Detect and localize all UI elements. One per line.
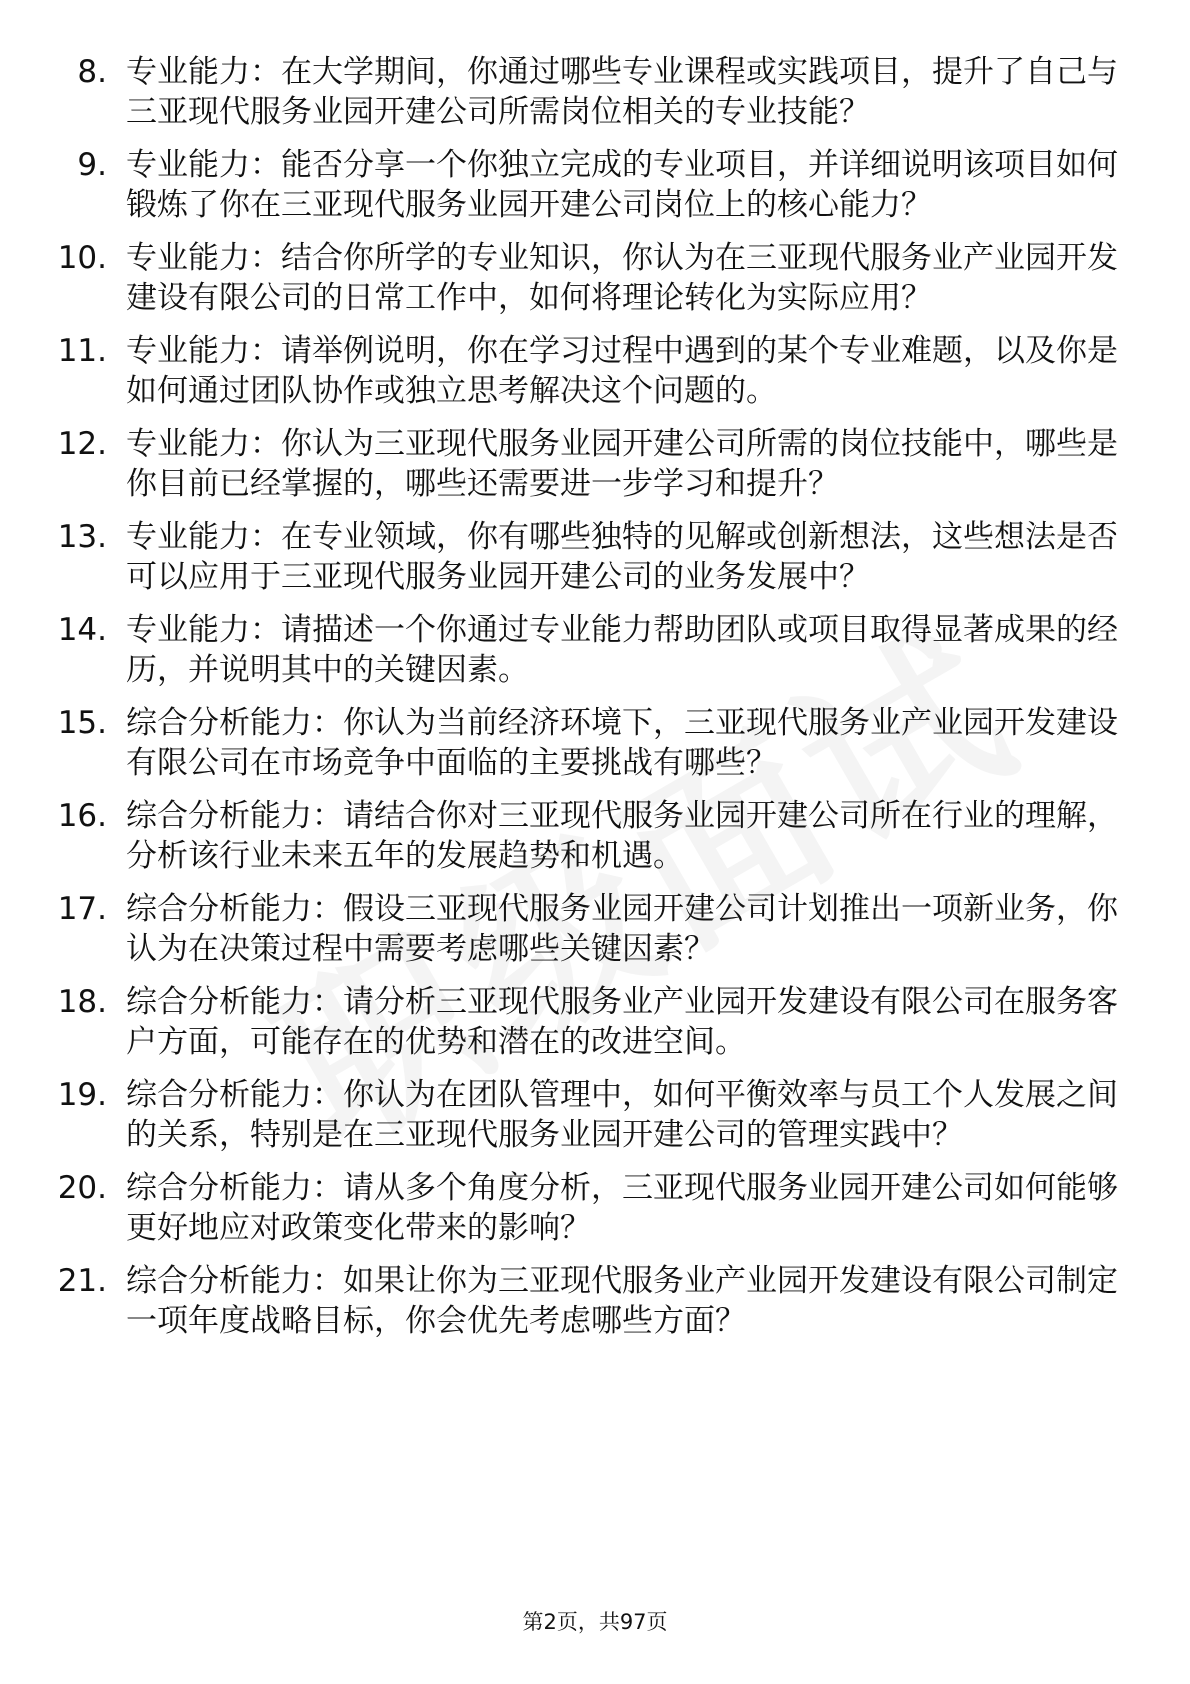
question-number: 8. [77, 54, 107, 90]
question-item-12 [0, 424, 1190, 504]
question-text: 专业能力：请描述一个你通过专业能力帮助团队或项目取得显著成果的经历，并说明其中的关键因素。 [126, 612, 1118, 688]
question-number: 17. [57, 891, 107, 927]
question-number: 13. [57, 519, 107, 555]
question-item-10 [0, 238, 1190, 318]
question-item-20 [0, 1168, 1190, 1248]
question-item-8 [0, 52, 1190, 132]
question-text: 综合分析能力：如果让你为三亚现代服务业产业园开发建设有限公司制定一项年度战略目标，你会优先考虑哪些方面？ [126, 1263, 1118, 1339]
question-item-16 [0, 796, 1190, 876]
question-text: 综合分析能力：请分析三亚现代服务业产业园开发建设有限公司在服务客户方面，可能存在的优势和潜在的改进空间。 [126, 984, 1118, 1060]
question-item-13 [0, 517, 1190, 597]
question-text: 综合分析能力：假设三亚现代服务业园开建公司计划推出一项新业务，你认为在决策过程中需要考虑哪些关键因素？ [126, 891, 1118, 967]
page-number: 第2页，共97页 [522, 1610, 668, 1634]
question-number: 20. [57, 1170, 107, 1206]
question-number: 19. [57, 1077, 107, 1113]
question-text: 综合分析能力：请从多个角度分析，三亚现代服务业园开建公司如何能够更好地应对政策变化带来的影响？ [126, 1170, 1118, 1246]
question-number: 11. [57, 333, 107, 369]
question-item-18 [0, 982, 1190, 1062]
question-number: 14. [57, 612, 107, 648]
question-number: 10. [57, 240, 107, 276]
question-text: 专业能力：在大学期间，你通过哪些专业课程或实践项目，提升了自己与三亚现代服务业园开建公司所需岗位相关的专业技能？ [126, 54, 1118, 130]
question-item-11 [0, 331, 1190, 411]
question-number: 15. [57, 705, 107, 741]
question-item-21 [0, 1261, 1190, 1341]
question-number: 9. [77, 147, 107, 183]
question-text: 专业能力：请举例说明，你在学习过程中遇到的某个专业难题，以及你是如何通过团队协作或独立思考解决这个问题的。 [126, 333, 1118, 409]
question-number: 12. [57, 426, 107, 462]
question-text: 综合分析能力：你认为在团队管理中，如何平衡效率与员工个人发展之间的关系，特别是在三亚现代服务业园开建公司的管理实践中？ [126, 1077, 1118, 1153]
question-text: 专业能力：结合你所学的专业知识，你认为在三亚现代服务业产业园开发建设有限公司的日常工作中，如何将理论转化为实际应用？ [126, 240, 1118, 316]
question-item-19 [0, 1075, 1190, 1155]
question-text: 专业能力：能否分享一个你独立完成的专业项目，并详细说明该项目如何锻炼了你在三亚现代服务业园开建公司岗位上的核心能力？ [126, 147, 1118, 223]
question-number: 21. [57, 1263, 107, 1299]
question-item-15 [0, 703, 1190, 783]
question-item-9 [0, 145, 1190, 225]
question-list [0, 52, 1190, 1354]
question-text: 专业能力：你认为三亚现代服务业园开建公司所需的岗位技能中，哪些是你目前已经掌握的，哪些还需要进一步学习和提升？ [126, 426, 1118, 502]
question-item-17 [0, 889, 1190, 969]
question-text: 专业能力：在专业领域，你有哪些独特的见解或创新想法，这些想法是否可以应用于三亚现代服务业园开建公司的业务发展中？ [126, 519, 1118, 595]
page-footer [0, 1608, 1190, 1636]
question-text: 综合分析能力：请结合你对三亚现代服务业园开建公司所在行业的理解，分析该行业未来五年的发展趋势和机遇。 [126, 798, 1118, 874]
question-item-14 [0, 610, 1190, 690]
question-number: 16. [57, 798, 107, 834]
question-number: 18. [57, 984, 107, 1020]
question-text: 综合分析能力：你认为当前经济环境下，三亚现代服务业产业园开发建设有限公司在市场竞争中面临的主要挑战有哪些？ [126, 705, 1118, 781]
